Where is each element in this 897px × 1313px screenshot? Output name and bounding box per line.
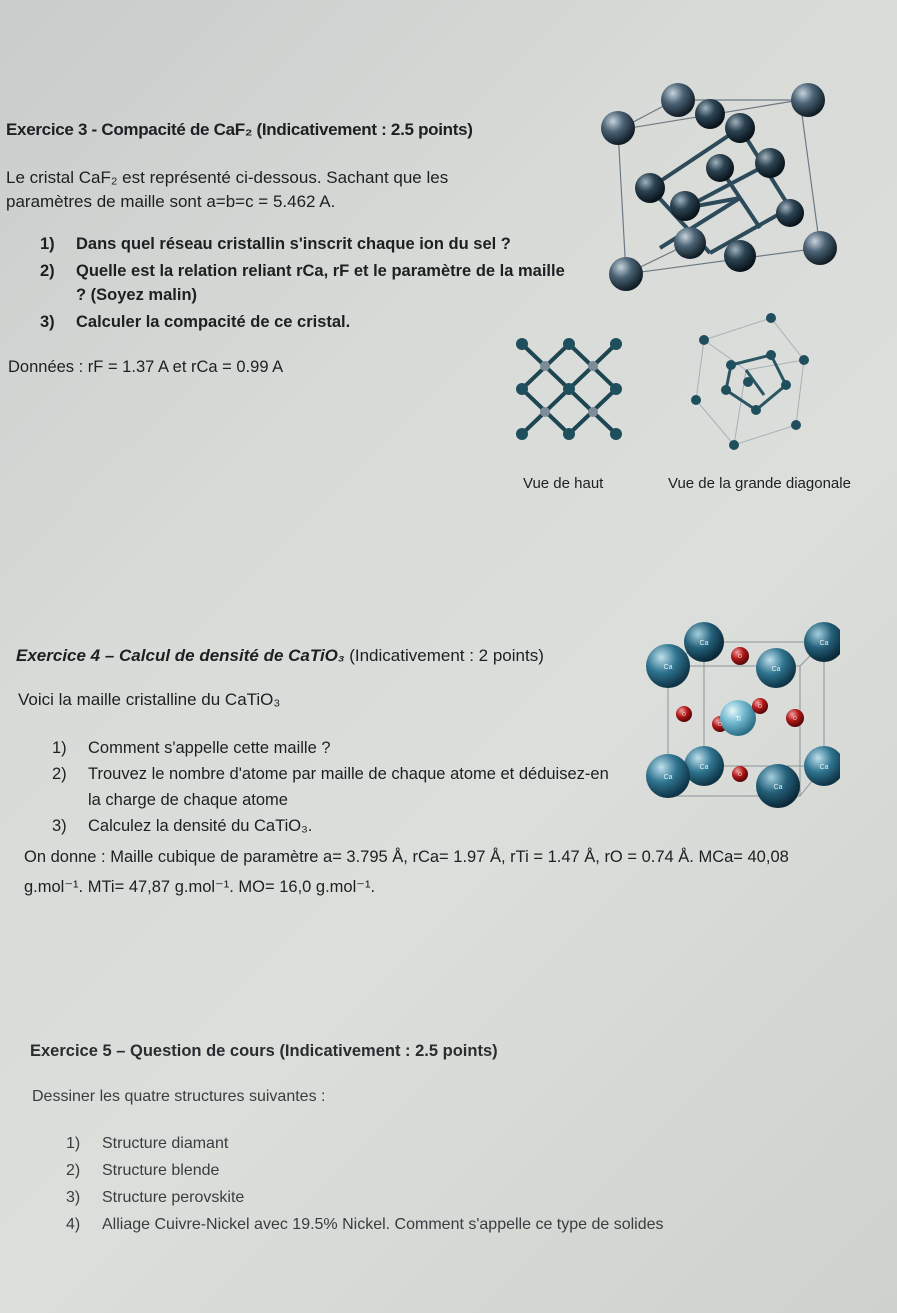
exercise-5-intro: Dessiner les quatre structures suivantes : — [32, 1088, 326, 1105]
atom-label-ca: Ca — [663, 774, 673, 781]
caption-diagonal-view: Vue de la grande diagonale — [668, 475, 851, 492]
exercise-3-intro-line1: Le cristal CaF₂ est représenté ci-dessous. Sachant que les — [6, 168, 449, 187]
list-number: 2) — [40, 262, 55, 280]
exercise-3-title: Exercice 3 - Compacité de CaF₂ (Indicativement : 2.5 points) — [6, 120, 473, 139]
list-item — [40, 232, 570, 256]
atom-label-o: O — [718, 722, 722, 728]
exercise-4-questions — [52, 735, 612, 839]
list-item — [52, 735, 612, 761]
list-number: 1) — [40, 235, 55, 253]
atom-label-ca: Ca — [771, 666, 781, 673]
exercise-3-intro-line2: paramètres de maille sont a=b=c = 5.462 A. — [6, 192, 336, 211]
atom-label-ca: Ca — [699, 764, 709, 771]
atom-label-ca: Ca — [773, 784, 783, 791]
exercise-4-title-main: Exercice 4 – Calcul de densité de CaTiO₃ — [16, 646, 345, 665]
list-item — [66, 1184, 786, 1211]
list-item — [66, 1211, 786, 1238]
list-number: 1) — [52, 739, 67, 757]
catio3-cell-image — [640, 618, 840, 818]
exercise-4-intro: Voici la maille cristalline du CaTiO₃ — [18, 690, 281, 709]
atom-label-o: O — [738, 772, 742, 778]
list-number: 4) — [66, 1216, 81, 1233]
item-text: Structure blende — [102, 1162, 220, 1179]
question-text: Comment s'appelle cette maille ? — [88, 739, 331, 757]
atom-label-o: O — [738, 654, 742, 660]
list-item — [52, 813, 612, 839]
atom-label-ca: Ca — [819, 640, 829, 647]
question-text: Dans quel réseau cristallin s'inscrit chaque ion du sel ? — [76, 235, 511, 253]
atom-label-ca: Ca — [819, 764, 829, 771]
atom-label-o: O — [758, 704, 762, 710]
caption-top-view: Vue de haut — [523, 475, 604, 492]
atom-label-ti: Ti — [735, 716, 741, 723]
question-text: Trouvez le nombre d'atome par maille de chaque atome et déduisez-en la charge de chaque atome — [88, 765, 609, 809]
list-item — [52, 761, 612, 813]
list-item — [66, 1130, 786, 1157]
atom-label-ca: Ca — [663, 664, 673, 671]
list-number: 3) — [66, 1189, 81, 1206]
list-number: 3) — [40, 313, 55, 331]
exercise-5-title: Exercice 5 – Question de cours (Indicativement : 2.5 points) — [30, 1042, 498, 1060]
atom-label-o: O — [793, 716, 797, 722]
exercise-4-givens: On donne : Maille cubique de paramètre a= 3.795 Å, rCa= 1.97 Å, rTi = 1.47 Å, rO = 0.74 Å. MCa= 40,08 g.mol⁻¹. MTi= 47,87 g.mol⁻¹. MO= 16,0 g.mol⁻¹. — [24, 848, 789, 896]
list-number: 1) — [66, 1135, 81, 1152]
atom-label-ca: Ca — [699, 640, 709, 647]
exercise-4-title — [16, 646, 544, 666]
list-number: 3) — [52, 817, 67, 835]
exercise-3-data: Données : rF = 1.37 A et rCa = 0.99 A — [8, 358, 284, 376]
list-item — [40, 259, 570, 307]
list-number: 2) — [52, 765, 67, 783]
exercise-5-items — [66, 1130, 786, 1238]
exercise-4-title-points: (Indicativement : 2 points) — [344, 646, 544, 665]
list-number: 2) — [66, 1162, 81, 1179]
caf2-top-view-image — [512, 330, 627, 445]
item-text: Structure diamant — [102, 1135, 229, 1152]
question-text: Calculez la densité du CaTiO₃. — [88, 817, 313, 835]
exercise-3-intro — [6, 166, 526, 214]
exercise-3-questions — [40, 232, 570, 337]
list-item — [40, 310, 570, 334]
question-text: Quelle est la relation reliant rCa, rF et le paramètre de la maille ? (Soyez malin) — [76, 262, 565, 304]
item-text: Alliage Cuivre-Nickel avec 19.5% Nickel. Comment s'appelle ce type de solides — [102, 1216, 664, 1233]
atom-label-o: O — [682, 712, 686, 718]
item-text: Structure perovskite — [102, 1189, 245, 1206]
caf2-diagonal-view-image — [686, 310, 821, 455]
caf2-crystal-image — [590, 78, 840, 308]
list-item — [66, 1157, 786, 1184]
question-text: Calculer la compacité de ce cristal. — [76, 313, 351, 331]
